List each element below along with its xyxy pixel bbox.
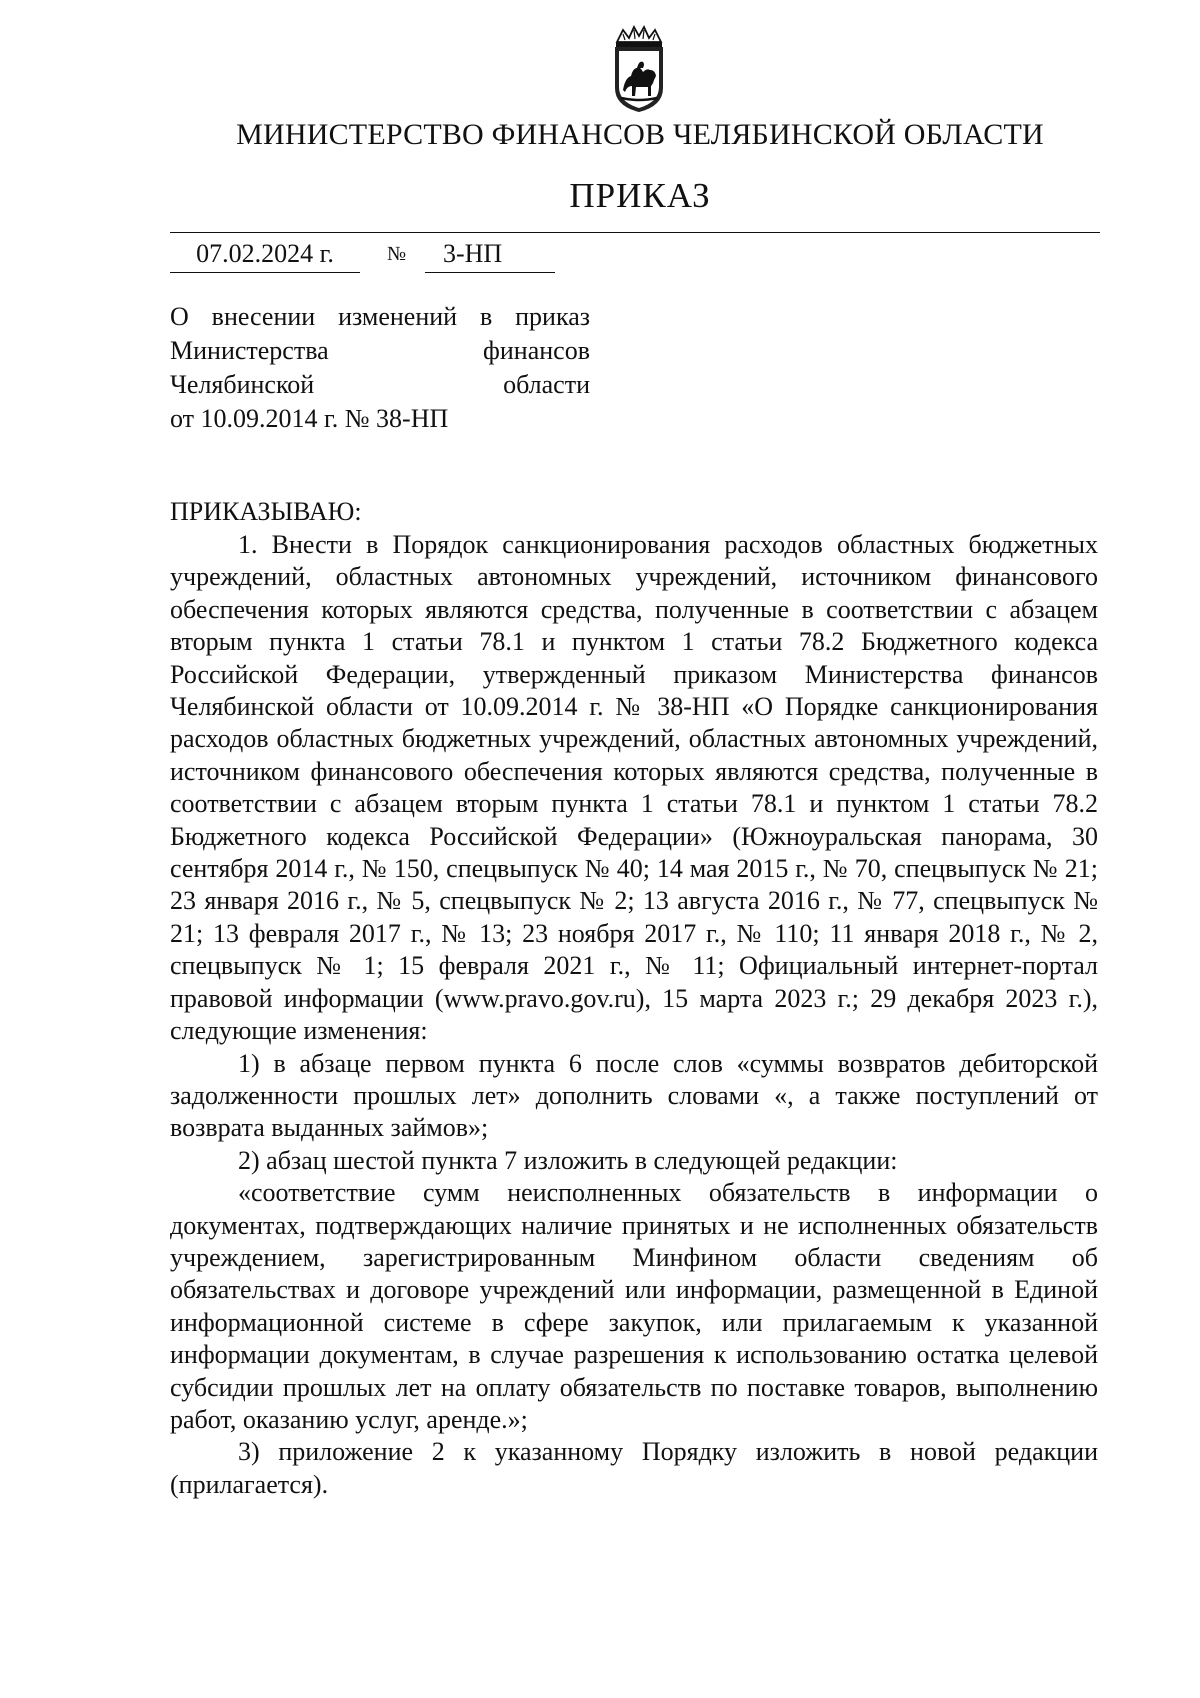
ministry-name: МИНИСТЕРСТВО ФИНАНСОВ ЧЕЛЯБИНСКОЙ ОБЛАСТИ (236, 118, 1044, 151)
subject-line: О внесении изменений в приказ (170, 302, 590, 331)
order-subject (170, 300, 590, 436)
order-number: 3-НП (443, 239, 503, 268)
paragraph-2: 1) в абзаце первом пункта 6 после слов «суммы возвратов дебиторской задолженности прошлых лет» дополнить словами «, а также поступлений от возврата выданных займов»; (170, 1048, 1098, 1143)
number-sign: № (387, 243, 407, 265)
subject-word: области (503, 370, 590, 399)
number-underline (425, 272, 555, 273)
subject-word: финансов (483, 336, 590, 365)
orders-heading: ПРИКАЗЫВАЮ: (170, 497, 362, 526)
paragraph-1: 1. Внести в Порядок санкционирования расходов областных бюджетных учреждений, областных автономных учреждений, источником финансового обеспечения которых являются средства, полученные в соответствии с абзацем вторым пункта 1 статьи 78.1 и пунктом 1 статьи 78.2 Бюджетного кодекса Российской Федерации, утвержденный приказом Министерства финансов Челябинской области от 10.09.2014 г. № 38-НП «О Порядке санкционирования расходов областных бюджетных учреждений, областных автономных учреждений, источником финансового обеспечения которых являются средства, полученные в соответствии с абзацем вторым пункта 1 статьи 78.1 и пунктом 1 статьи 78.2 Бюджетного кодекса Российской Федерации» (Южноуральская панорама, 30 сентября 2014 г., № 150, спецвыпуск № 40; 14 мая 2015 г., № 70, спецвыпуск № 21; 23 января 2016 г., № 5, спецвыпуск № 2; 13 августа 2016 г., № 77, спецвыпуск № 21; 13 февраля 2017 г., № 13; 23 ноября 2017 г., № 110; 11 января 2018 г., № 2, спецвыпуск № 1; 15 февраля 2021 г., № 11; Официальный интернет-портал правовой информации (www.pravo.gov.ru), 15 марта 2023 г.; 29 декабря 2023 г.), следующие изменения: (170, 530, 1098, 1046)
subject-line: от 10.09.2014 г. № 38-НП (170, 404, 449, 433)
paragraph-3: 2) абзац шестой пункта 7 изложить в следующей редакции: (238, 1145, 898, 1175)
paragraph-4: «соответствие сумм неисполненных обязательств в информации о документах, подтверждающих наличие принятых и не исполненных обязательств учреждением, зарегистрированным Минфином области сведениям об обязательствах и договоре учреждений или информации, размещенной в Единой информационной системе в сфере закупок, или прилагаемым к указанной информации документам, в случае разрешения к использованию остатка целевой субсидии прошлых лет на оплату обязательств по поставке товаров, выполнению работ, оказанию услуг, аренде.»; (170, 1178, 1098, 1434)
paragraph-5: 3) приложение 2 к указанному Порядку изложить в новой редакции (прилагается). (170, 1437, 1098, 1499)
order-body (170, 529, 1098, 1501)
subject-line (170, 368, 590, 402)
subject-word: Министерства (170, 336, 329, 365)
subject-line (170, 334, 590, 368)
document-type: ПРИКАЗ (569, 176, 711, 215)
date-underline (170, 272, 360, 273)
order-date: 07.02.2024 г. (196, 239, 334, 268)
header-divider (170, 232, 1100, 233)
chelyabinsk-coat-of-arms-icon (603, 24, 675, 114)
subject-word: Челябинской (170, 370, 315, 399)
